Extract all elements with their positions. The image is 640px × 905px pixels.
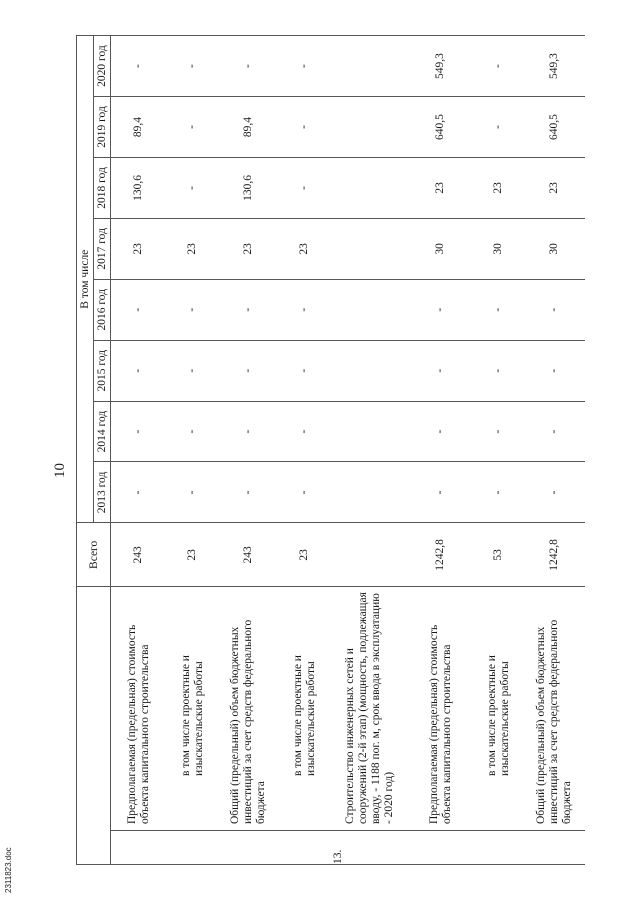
row-year-value: -: [279, 462, 331, 523]
row-year-value: -: [167, 340, 219, 401]
row-year-value: 23: [219, 218, 279, 279]
row-year-value: [331, 97, 409, 158]
row-year-value: -: [111, 401, 167, 462]
row-year-value: -: [111, 36, 167, 97]
row-year-value: -: [279, 36, 331, 97]
row-year-value: -: [279, 340, 331, 401]
row-label-text: Предполагаемая (предельная) стоимость объекта капитального строительства: [125, 624, 151, 825]
table-row: [331, 36, 409, 865]
row-year-value: 130,6: [111, 157, 167, 218]
header-year: 2020 год: [94, 36, 111, 97]
row-year-value: -: [167, 157, 219, 218]
row-label: [219, 587, 279, 831]
row-year-value: -: [167, 97, 219, 158]
header-year: 2013 год: [94, 462, 111, 523]
row-year-value: 30: [409, 218, 473, 279]
row-year-value: 23: [473, 157, 525, 218]
header-row-1: [77, 36, 94, 865]
row-year-value: -: [167, 36, 219, 97]
header-year: 2014 год: [94, 401, 111, 462]
row-year-value: -: [525, 279, 585, 340]
row-number: [409, 831, 473, 865]
header-total: Всего: [77, 523, 111, 587]
rotated-page: [50, 35, 610, 865]
header-year: 2017 год: [94, 218, 111, 279]
row-number: [111, 831, 167, 865]
row-year-value: -: [219, 279, 279, 340]
row-year-value: -: [219, 340, 279, 401]
row-year-value: -: [219, 401, 279, 462]
row-year-value: -: [279, 157, 331, 218]
row-number: [279, 831, 331, 865]
row-year-value: -: [111, 340, 167, 401]
table-body: [111, 36, 585, 865]
row-year-value: -: [525, 340, 585, 401]
row-year-value: 640,5: [525, 97, 585, 158]
row-total: 23: [167, 523, 219, 587]
budget-table: [76, 35, 585, 865]
row-year-value: -: [409, 401, 473, 462]
row-year-value: -: [167, 401, 219, 462]
row-year-value: 89,4: [111, 97, 167, 158]
row-label-text: в том числе проектные и изыскательские работы: [485, 655, 511, 777]
row-year-value: -: [473, 36, 525, 97]
header-year: 2015 год: [94, 340, 111, 401]
row-number: [473, 831, 525, 865]
row-number: [167, 831, 219, 865]
row-total: 243: [219, 523, 279, 587]
row-year-value: 30: [473, 218, 525, 279]
header-year: 2016 год: [94, 279, 111, 340]
row-label: [167, 587, 219, 831]
row-number: 13.: [331, 831, 409, 865]
table-row: [473, 36, 525, 865]
row-year-value: -: [279, 97, 331, 158]
row-year-value: -: [409, 462, 473, 523]
row-label-text: в том числе проектные и изыскательские работы: [179, 655, 205, 777]
row-label-text: в том числе проектные и изыскательские работы: [291, 655, 317, 777]
row-total: 1242,8: [409, 523, 473, 587]
row-year-value: [331, 36, 409, 97]
row-label: [111, 587, 167, 831]
row-year-value: -: [279, 401, 331, 462]
table-row: [279, 36, 331, 865]
row-year-value: -: [525, 401, 585, 462]
row-total: 243: [111, 523, 167, 587]
page-number: 10: [52, 463, 68, 478]
row-year-value: -: [473, 462, 525, 523]
row-label-text: Общий (предельный) объем бюджетных инвестиций за счет средств федерального бюджета: [535, 619, 573, 825]
table-row: [111, 36, 167, 865]
row-year-value: -: [111, 279, 167, 340]
row-label: [473, 587, 525, 831]
row-year-value: -: [219, 462, 279, 523]
header-name-cell: [77, 587, 111, 865]
row-year-value: -: [409, 279, 473, 340]
row-year-value: -: [167, 462, 219, 523]
row-year-value: 23: [409, 157, 473, 218]
row-label: [525, 587, 585, 831]
table-row: [525, 36, 585, 865]
header-in-that-number: В том числе: [77, 36, 94, 523]
row-label: [331, 587, 409, 831]
row-label: [409, 587, 473, 831]
row-year-value: -: [279, 279, 331, 340]
row-number: [219, 831, 279, 865]
row-label-text: Строительство инженерных сетей и сооружений (2-й этап) (мощность, подлежащая вводу, - 1188 пог. м, срок ввода в эксплуатацию - 2020 год): [343, 592, 395, 825]
row-number: [525, 831, 585, 865]
row-year-value: [331, 401, 409, 462]
row-total: 53: [473, 523, 525, 587]
row-year-value: -: [409, 340, 473, 401]
row-year-value: 23: [279, 218, 331, 279]
table-row: [167, 36, 219, 865]
header-year: 2018 год: [94, 157, 111, 218]
row-year-value: 130,6: [219, 157, 279, 218]
row-total: [331, 523, 409, 587]
row-year-value: [331, 462, 409, 523]
row-year-value: [331, 218, 409, 279]
row-label-text: Общий (предельный) объем бюджетных инвестиций за счет средств федерального бюджета: [229, 619, 267, 825]
row-year-value: -: [167, 279, 219, 340]
row-year-value: 89,4: [219, 97, 279, 158]
row-year-value: [331, 157, 409, 218]
row-label: [279, 587, 331, 831]
row-year-value: 30: [525, 218, 585, 279]
row-year-value: [331, 279, 409, 340]
table-row: [219, 36, 279, 865]
row-year-value: -: [473, 401, 525, 462]
row-year-value: 23: [111, 218, 167, 279]
row-year-value: -: [525, 462, 585, 523]
row-year-value: -: [473, 279, 525, 340]
row-year-value: 23: [167, 218, 219, 279]
row-total: 23: [279, 523, 331, 587]
footer-filename: 2311823.doc: [4, 847, 13, 893]
header-year: 2019 год: [94, 97, 111, 158]
row-year-value: 23: [525, 157, 585, 218]
row-year-value: 549,3: [525, 36, 585, 97]
row-year-value: 640,5: [409, 97, 473, 158]
table-row: [409, 36, 473, 865]
row-year-value: -: [473, 340, 525, 401]
row-label-text: Предполагаемая (предельная) стоимость объекта капитального строительства: [427, 624, 453, 825]
row-total: 1242,8: [525, 523, 585, 587]
row-year-value: -: [219, 36, 279, 97]
row-year-value: [331, 340, 409, 401]
row-year-value: 549,3: [409, 36, 473, 97]
row-year-value: -: [473, 97, 525, 158]
row-year-value: -: [111, 462, 167, 523]
